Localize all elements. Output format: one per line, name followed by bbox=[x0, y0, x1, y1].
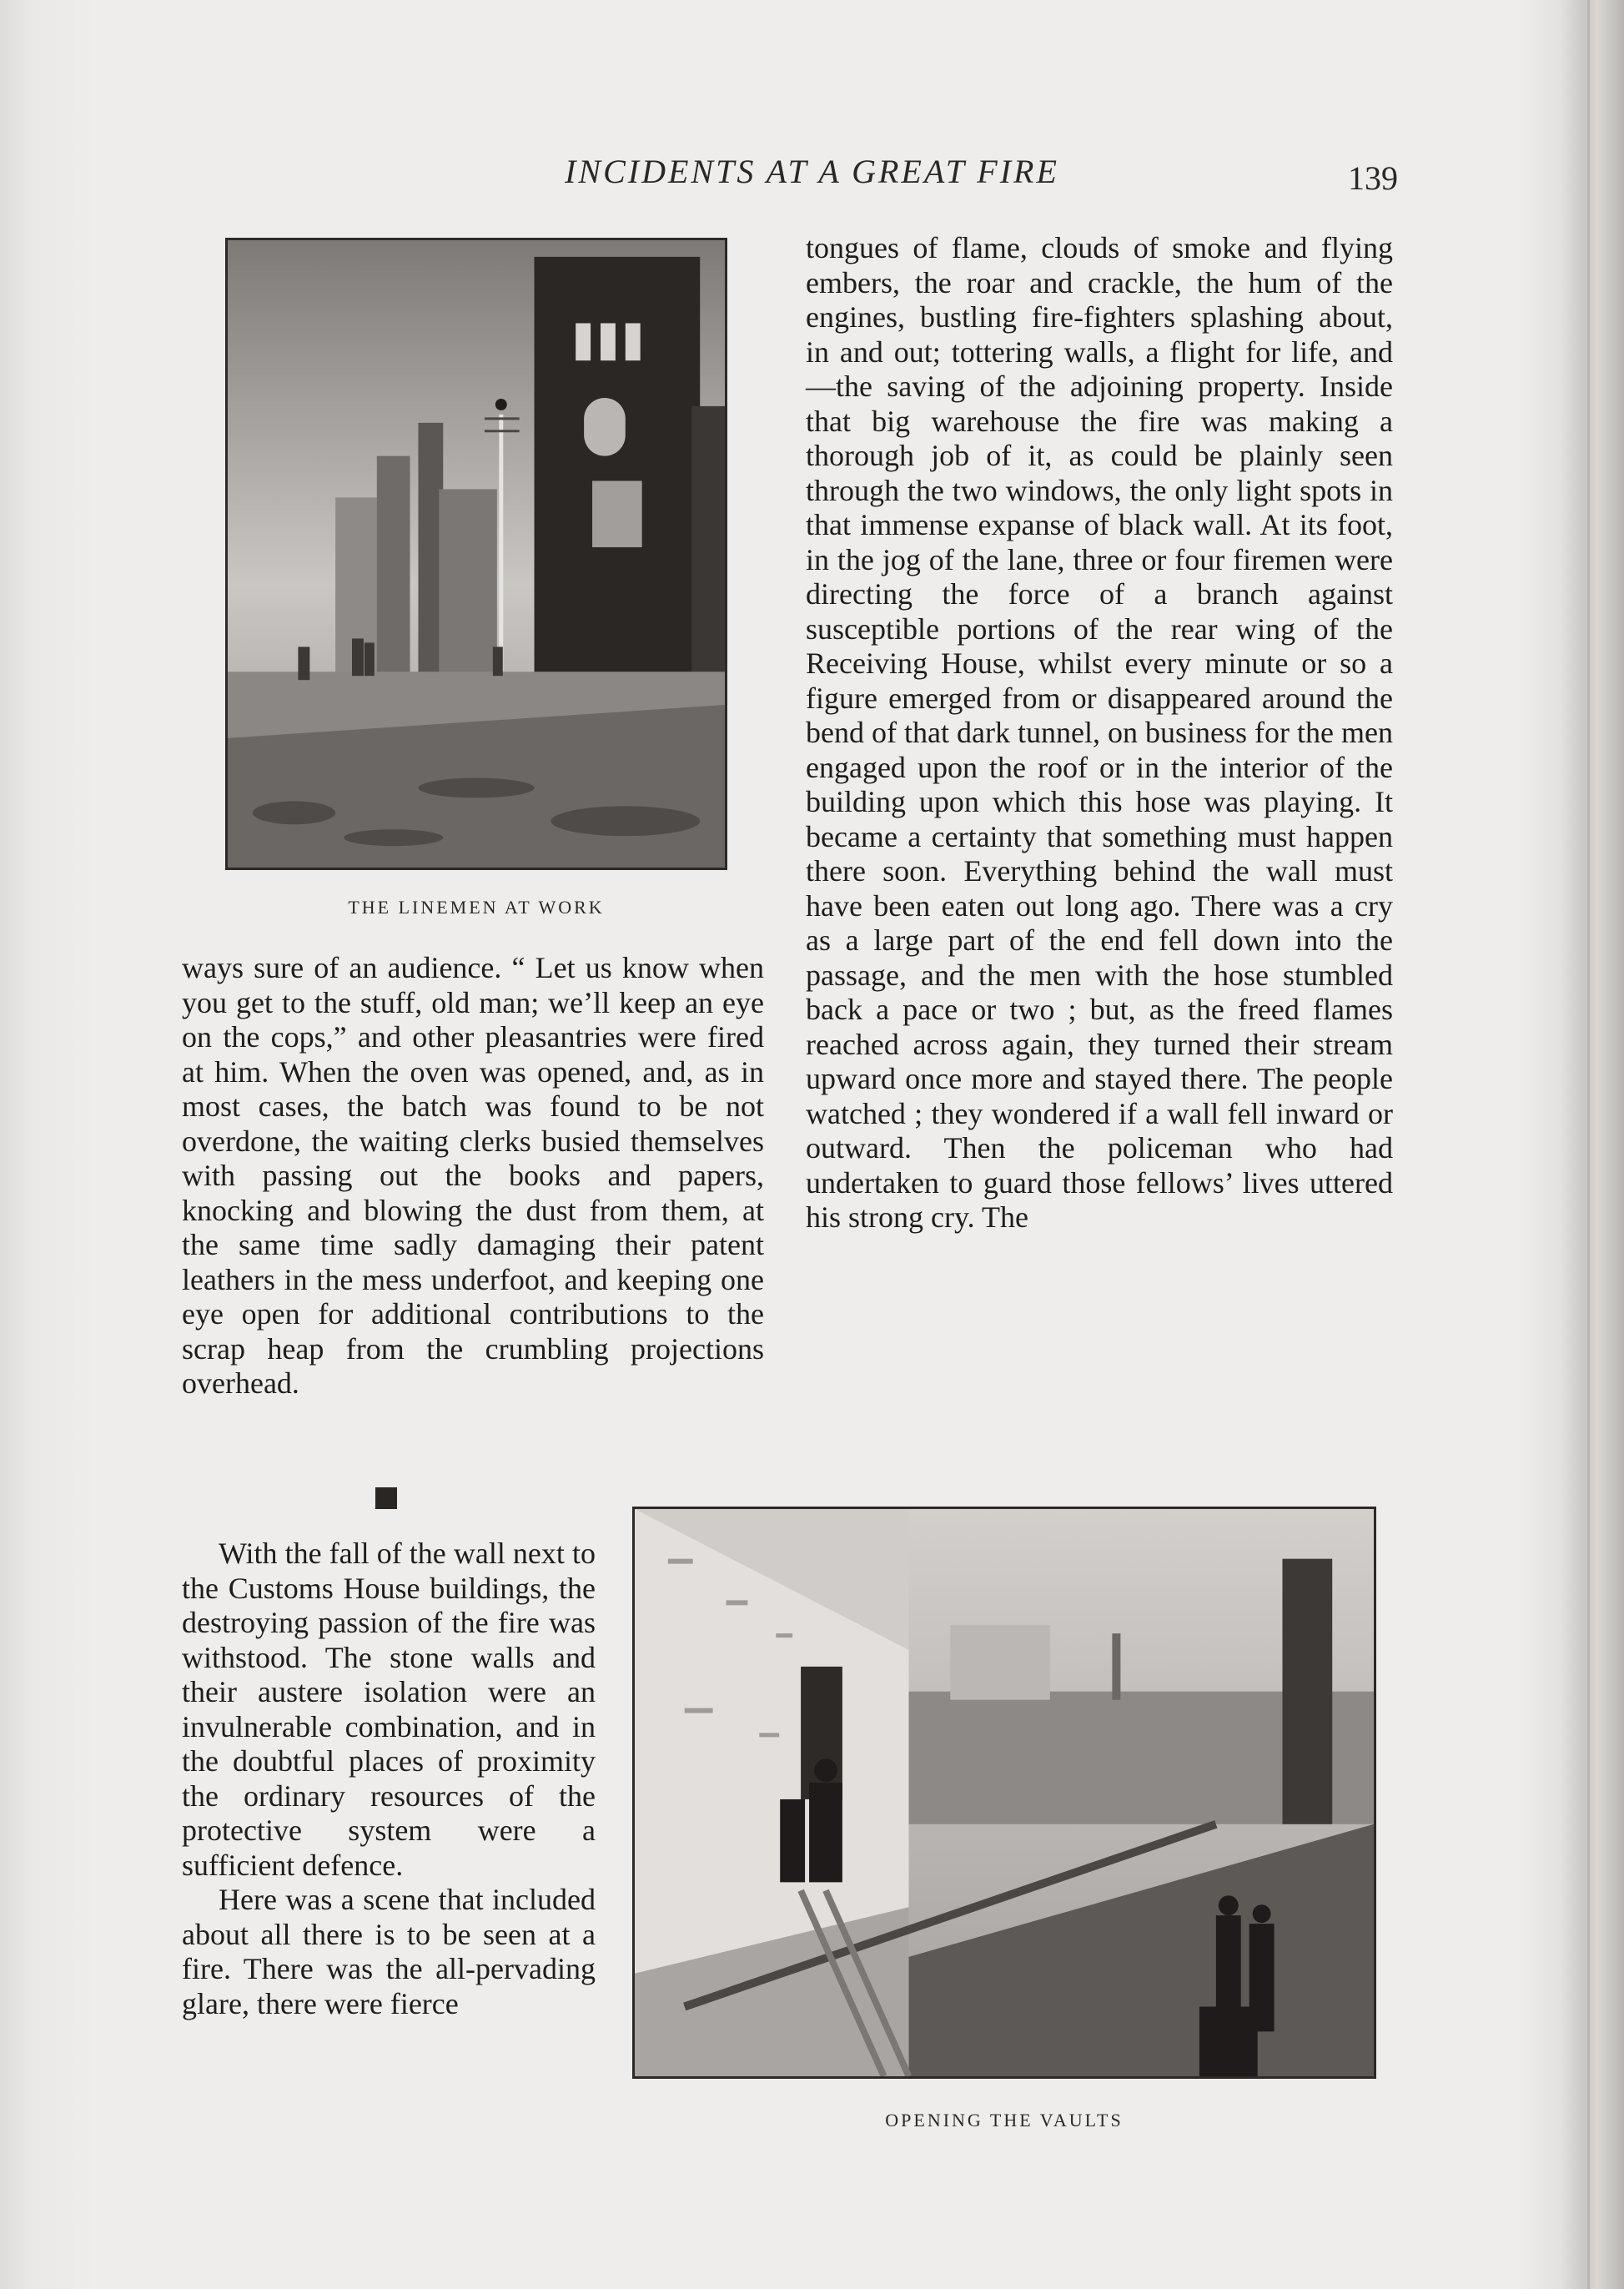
photo-vaults-illustration bbox=[635, 1509, 1374, 2076]
photo-linemen-at-work bbox=[225, 238, 727, 870]
paragraph: ways sure of an audience. “ Let us know when you get to the stuff, old man; we’ll keep an eye on the cops,” and other pleasantries were fired at him. When the oven was opened, and, as in most cases, the batch was found to be not overdone, the waiting clerks busied themselves with passing out the books and papers, knocking and blowing the dust from them, at the same time sadly damaging their patent leathers in the mess underfoot, and keeping one eye open for additional contributions to the scrap heap from the crumbling projections overhead. bbox=[182, 951, 764, 1400]
running-head: INCIDENTS AT A GREAT FIRE bbox=[565, 153, 1059, 190]
caption-linemen: THE LINEMEN AT WORK bbox=[348, 897, 605, 918]
photo-opening-the-vaults bbox=[632, 1507, 1376, 2079]
paragraph: With the fall of the wall next to the Customs House buildings, the destroying passion of the fire was withstood. The stone walls and their austere isolation were an invulnerable combination, and in the doubtful places of proximity the ordinary resources of the protective system were a sufficient defence. bbox=[182, 1537, 596, 1882]
paragraph: Here was a scene that included about all there is to be seen at a fire. There was the all-pervading glare, there were fierce bbox=[182, 1883, 596, 2020]
caption-vaults: OPENING THE VAULTS bbox=[885, 2110, 1124, 2131]
right-column bbox=[806, 231, 1393, 1235]
page-edge bbox=[1587, 0, 1590, 2289]
page-number: 139 bbox=[1348, 159, 1398, 197]
section-ornament bbox=[375, 1487, 397, 1509]
paragraph: tongues of flame, clouds of smoke and flying embers, the roar and crackle, the hum of the engines, bustling fire-fighters splashing about, in and out; tottering walls, a flight for life, and—the saving of the adjoining property. Inside that big warehouse the fire was making a thorough job of it, as could be plainly seen through the two windows, the only light spots in that immense expanse of black wall. At its foot, in the jog of the lane, three or four firemen were directing the force of a branch against susceptible portions of the rear wing of the Receiving House, whilst every minute or so a figure emerged from or disappeared around the bend of that dark tunnel, on business for the men engaged upon the roof or in the interior of the building upon which this hose was playing. It became a certainty that something must happen there soon. Everything behind the wall must have been eaten out long ago. There was a cry as a large part of the end fell down into the passage, and the men with the hose stumbled back a pace or two ; but, as the freed flames reached across again, they turned their stream upward once more and stayed there. The people watched ; they wondered if a wall fell inward or outward. Then the policeman who had undertaken to guard those fellows’ lives uttered his strong cry. The bbox=[806, 231, 1393, 1234]
left-column-top bbox=[182, 951, 764, 1401]
photo-linemen-illustration bbox=[228, 240, 725, 868]
left-column-bottom bbox=[182, 1537, 596, 2021]
